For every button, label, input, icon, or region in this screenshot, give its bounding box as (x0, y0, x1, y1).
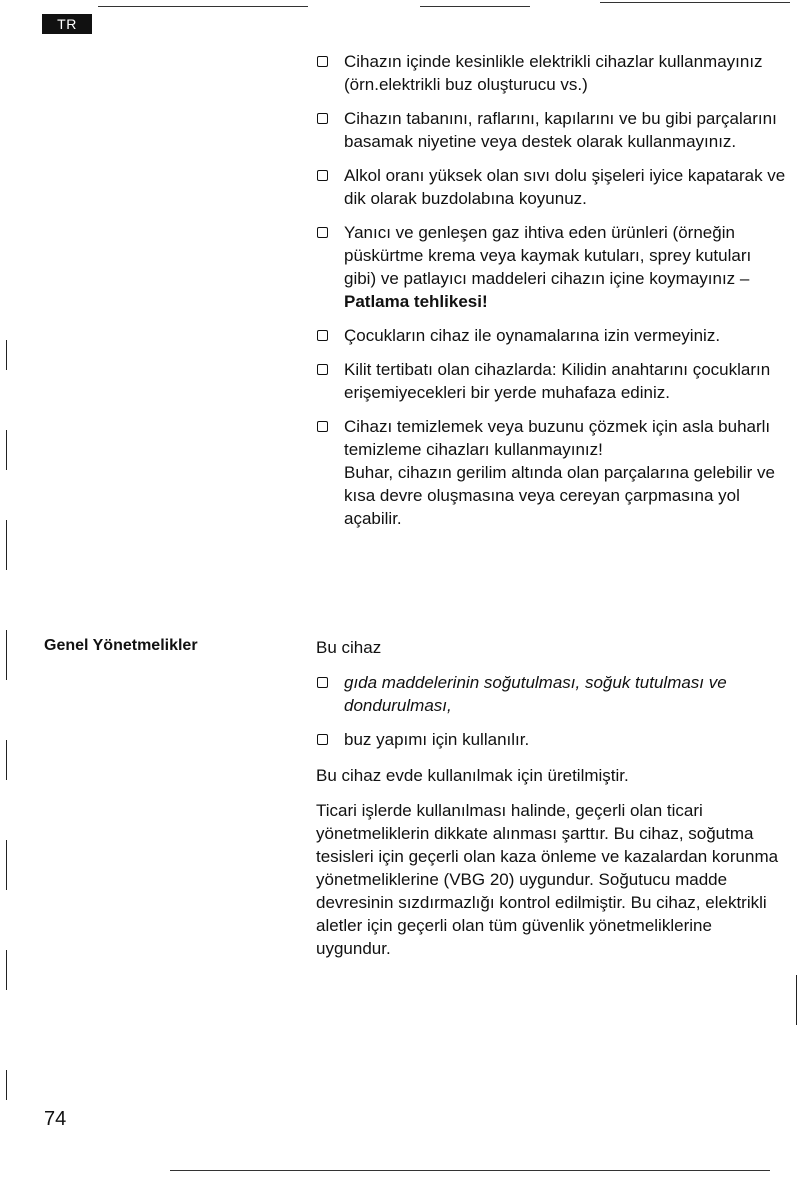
use-text: buz yapımı için kullanılır. (344, 730, 530, 749)
use-text: gıda maddelerinin soğutulması, soğuk tutulması ve dondurulması, (344, 673, 727, 715)
checkbox-bullet-icon (317, 364, 328, 375)
household-use-paragraph: Bu cihaz evde kullanılmak için üretilmiştir. (316, 766, 629, 785)
checkbox-bullet-icon (317, 170, 328, 181)
warning-item (316, 50, 786, 96)
left-edge-mark (6, 430, 7, 470)
left-edge-mark (6, 740, 7, 780)
right-edge-mark (796, 975, 797, 1025)
checkbox-bullet-icon (317, 56, 328, 67)
checkbox-bullet-icon (317, 330, 328, 341)
top-rule-left (98, 6, 308, 7)
language-badge: TR (42, 14, 92, 34)
checkbox-bullet-icon (317, 677, 328, 688)
warning-item (316, 164, 786, 210)
warning-text: Alkol oranı yüksek olan sıvı dolu şişeleri iyice kapatarak ve dik olarak buzdolabına koyunuz. (344, 166, 786, 208)
checkbox-bullet-icon (317, 113, 328, 124)
section-heading: Genel Yönetmelikler (44, 637, 198, 654)
warning-item (316, 107, 786, 153)
left-edge-mark (6, 630, 7, 680)
page-number: 74 (44, 1108, 67, 1130)
safety-warnings-list (316, 50, 786, 530)
warning-text: Kilit tertibatı olan cihazlarda: Kilidin anahtarını çocukların erişemiyecekleri bir yerde muhafaza ediniz. (344, 360, 771, 402)
warning-text: Cihazın içinde kesinlikle elektrikli cihazlar kullanmayınız (örn.elektrikli buz oluşturucu vs.) (344, 52, 763, 94)
regulations-paragraph: Ticari işlerde kullanılması halinde, geçerli olan ticari yönetmeliklerin dikkate alınması şarttır. Bu cihaz, soğutma tesisleri için geçerli olan kaza önleme ve kazalardan korunma yönetmeliklerine (VBG 20) uygundur. Soğutucu madde devresinin sızdırmazlığı kontrol edilmiştir. Bu cihaz, elektrikli aletler için geçerli olan tüm güvenlik yönetmeliklerine uygundur. (316, 801, 779, 958)
checkbox-bullet-icon (317, 421, 328, 432)
section-intro: Bu cihaz (316, 638, 382, 657)
warning-text: Cihazın tabanını, raflarını, kapılarını ve bu gibi parçalarını basamak niyetine veya destek olarak kullanmayınız. (344, 109, 777, 151)
warning-item (316, 221, 786, 313)
checkbox-bullet-icon (317, 227, 328, 238)
checkbox-bullet-icon (317, 734, 328, 745)
left-edge-mark (6, 340, 7, 370)
explosion-hazard-text: Patlama tehlikesi! (344, 292, 488, 311)
bottom-rule (170, 1170, 770, 1171)
warning-item (316, 358, 786, 404)
use-item (316, 728, 786, 751)
intended-use-list (316, 671, 786, 751)
use-item (316, 671, 786, 717)
warning-text-continuation: Buhar, cihazın gerilim altında olan parçalarına gelebilir ve kısa devre oluşmasına veya cereyan çarpmasına yol açabilir. (344, 463, 775, 528)
left-edge-mark (6, 840, 7, 890)
warning-text: Yanıcı ve genleşen gaz ihtiva eden ürünleri (örneğin püskürtme krema veya kaymak kutuları, sprey kutuları gibi) ve patlayıcı maddeleri cihazın içine koymayınız – (344, 223, 752, 288)
top-rule-right (420, 6, 530, 7)
left-edge-mark (6, 520, 7, 570)
warning-text: Çocukların cihaz ile oynamalarına izin vermeyiniz. (344, 326, 721, 345)
warning-item (316, 324, 786, 347)
left-edge-mark (6, 1070, 7, 1100)
left-edge-mark (6, 950, 7, 990)
top-rule-far (600, 2, 790, 3)
warning-item (316, 415, 786, 530)
warning-text: Cihazı temizlemek veya buzunu çözmek için asla buharlı temizleme cihazları kullanmayınız! (344, 417, 771, 459)
